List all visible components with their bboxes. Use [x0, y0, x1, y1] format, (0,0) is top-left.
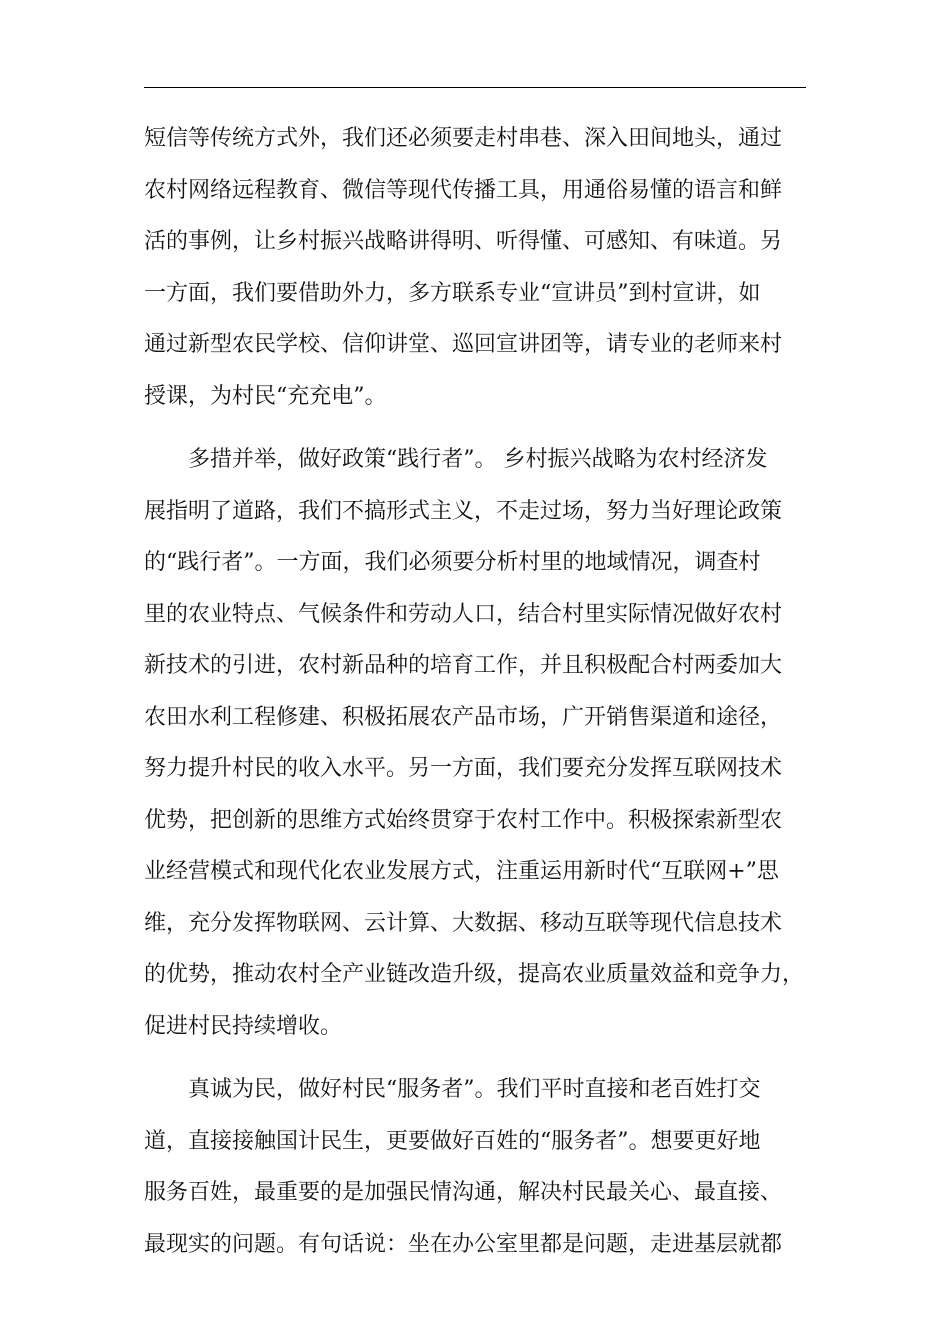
text-line: 多措并举，做好政策“践行者”。 乡村振兴战略为农村经济发: [188, 447, 768, 472]
document-body: [144, 113, 824, 1270]
text-line: 道，直接接触国计民生，更要做好百姓的“服务者”。想要更好地: [144, 1128, 761, 1154]
text-line: 展指明了道路，我们不搞形式主义，不走过场，努力当好理论政策: [144, 498, 783, 524]
text-line: 最现实的问题。有句话说：坐在办公室里都是问题，走进基层就都: [144, 1231, 783, 1257]
text-line: 维，充分发挥物联网、云计算、大数据、移动互联等现代信息技术: [144, 910, 783, 936]
paragraph: [144, 1064, 824, 1270]
text-line: 业经营模式和现代化农业发展方式，注重运用新时代“互联网+”思: [144, 859, 779, 884]
paragraph-gap: [144, 422, 824, 434]
paragraph: [144, 113, 824, 422]
header-rule: [144, 87, 806, 88]
text-line: 的优势，推动农村全产业链改造升级，提高农业质量效益和竞争力，: [144, 962, 805, 987]
text-line: 的“践行者”。一方面，我们必须要分析村里的地域情况，调查村: [144, 550, 761, 575]
text-line: 农村网络远程教育、微信等现代传播工具，用通俗易懂的语言和鲜: [144, 177, 783, 203]
text-line: 一方面，我们要借助外力，多方联系专业“宣讲员”到村宣讲，如: [144, 280, 761, 306]
text-line: 促进村民持续增收。: [144, 1013, 343, 1039]
text-line: 服务百姓，最重要的是加强民情沟通，解决村民最关心、最直接、: [144, 1180, 783, 1205]
text-line: 新技术的引进，农村新品种的培育工作，并且积极配合村两委加大: [144, 653, 783, 678]
text-line: 活的事例，让乡村振兴战略讲得明、听得懂、可感知、有味道。另: [144, 229, 783, 254]
text-line: 农田水利工程修建、积极拓展农产品市场，广开销售渠道和途径，: [144, 704, 783, 730]
paragraph-gap: [144, 1052, 824, 1064]
text-line: 授课，为村民“充充电”。: [144, 383, 387, 409]
text-line: 真诚为民，做好村民“服务者”。我们平时直接和老百姓打交: [188, 1077, 761, 1102]
text-line: 努力提升村民的收入水平。另一方面，我们要充分发挥互联网技术: [144, 756, 783, 781]
paragraph: [144, 434, 824, 1052]
text-line: 短信等传统方式外，我们还必须要走村串巷、深入田间地头，通过: [144, 126, 783, 151]
text-line: 通过新型农民学校、信仰讲堂、巡回宣讲团等，请专业的老师来村: [144, 332, 783, 357]
text-line: 优势，把创新的思维方式始终贯穿于农村工作中。积极探索新型农: [144, 807, 783, 833]
text-line: 里的农业特点、气候条件和劳动人口，结合村里实际情况做好农村: [144, 601, 783, 627]
